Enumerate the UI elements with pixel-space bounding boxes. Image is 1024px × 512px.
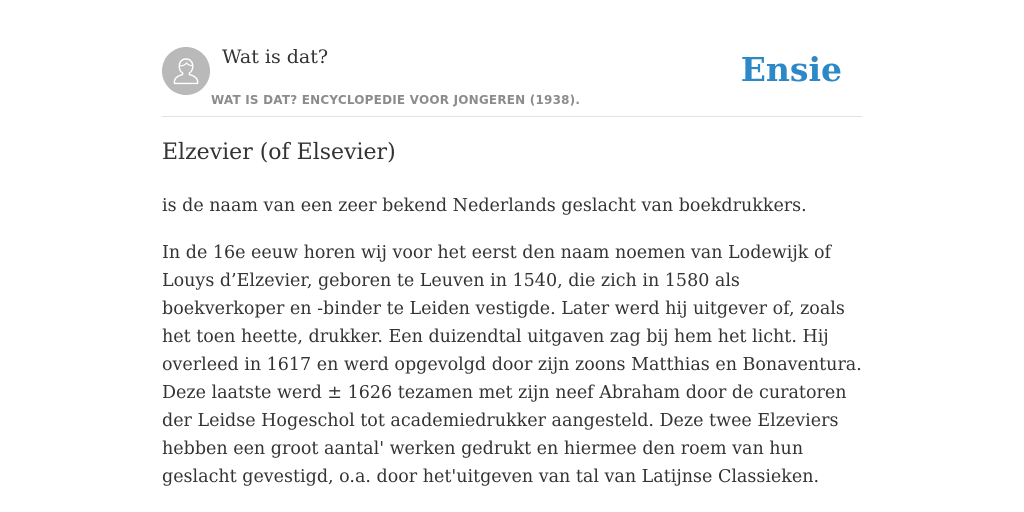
article-paragraph: is de naam van een zeer bekend Nederlands geslacht van boekdrukkers. <box>162 196 807 216</box>
source-subtitle: WAT IS DAT? ENCYCLOPEDIE VOOR JONGEREN (1938). <box>211 93 581 107</box>
user-placeholder-icon[interactable] <box>162 47 210 95</box>
ensie-logo[interactable]: Ensie <box>740 50 842 89</box>
source-title[interactable]: Wat is dat? <box>222 46 329 68</box>
source-header <box>162 0 862 117</box>
article-container <box>162 0 862 487</box>
article-body <box>162 192 862 510</box>
article-term-title: Elzevier (of Elsevier) <box>162 140 396 165</box>
article-paragraph: In de 16e eeuw horen wij voor het eerst den naam noemen van Lodewijk of Louys d’Elzevier, geboren te Leuven in 1540, die zich in 1580 als boekverkoper en -binder te Leiden vestigde. Later werd hij uitgever of, zoals het toen heette, drukker. Een duizendtal uitgaven zag bij hem het licht. Hij overleed in 1617 en werd opgevolgd door zijn zoons Matthias en Bonaventura. Deze laatste werd ± 1626 tezamen met zijn neef Abraham door de curatoren der Leidse Hogeschol tot academiedrukker aangesteld. Deze twee Elzeviers hebben een groot aantal' werken gedrukt en hiermee den roem van hun geslacht gevestigd, o.a. door het'uitgeven van tal van Latijnse Classieken. <box>162 243 862 487</box>
